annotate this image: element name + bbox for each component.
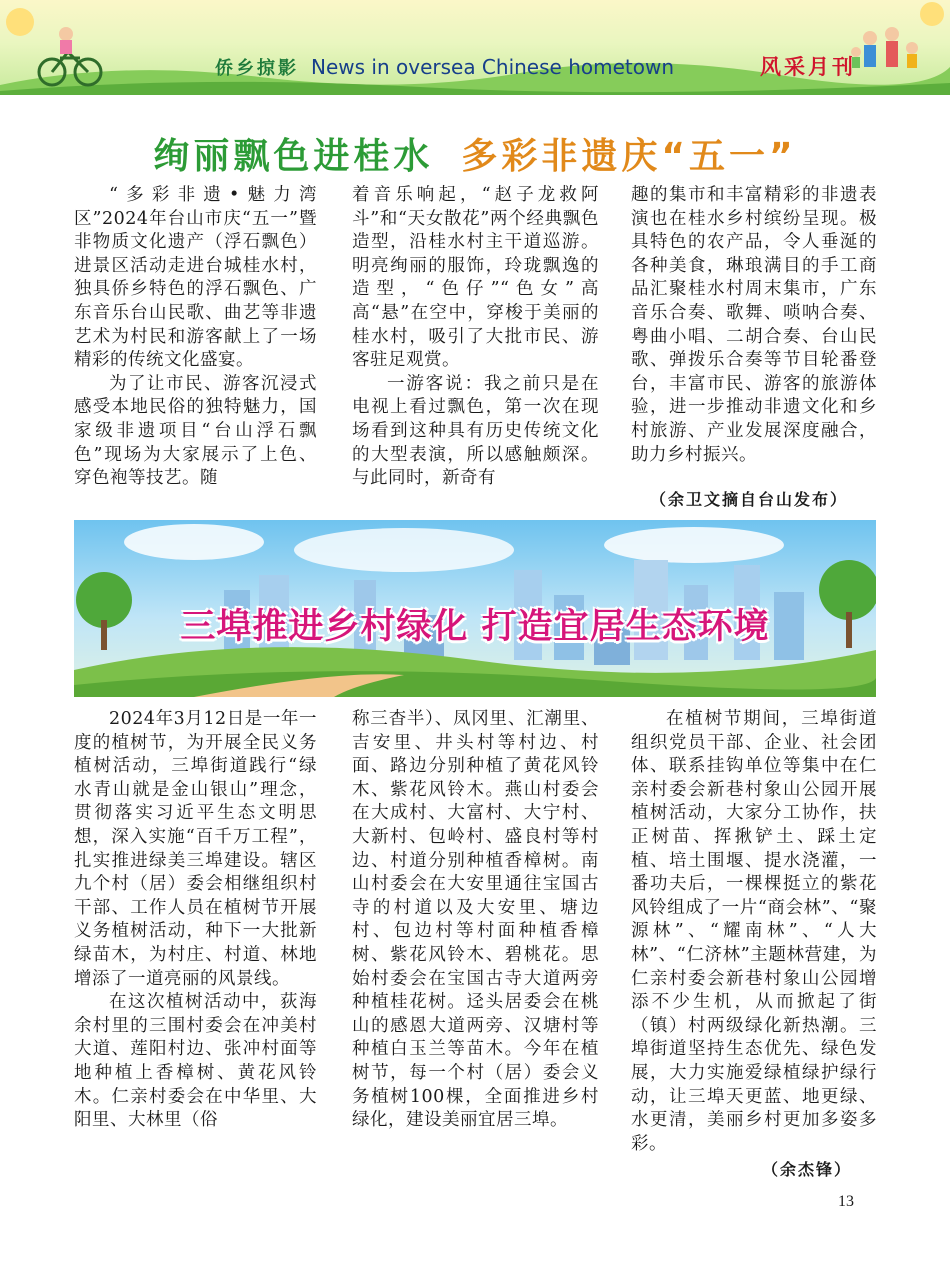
- article1-paragraph: 趣的集市和丰富精彩的非遗表演也在桂水乡村缤纷呈现。极具特色的农产品，令人垂涎的各种美食，琳琅满目的手工商品汇聚桂水村周末集市，广东音乐合奏、歌舞、唢呐合奏、粤曲小唱、二胡合奏、台山民歌、弹拨乐合奏等节目轮番登台，丰富市民、游客的旅游体验，进一步推动非遗文化和乡村旅游、产业发展深度融合，助力乡村振兴。: [631, 185, 877, 465]
- article2-paragraph: 称三杳半）、凤冈里、汇潮里、吉安里、井头村等村边、村面、路边分别种植了黄花风铃木、紫花风铃木。燕山村委会在大成村、大富村、大宁村、大新村、包岭村、盛良村等村边、村道分别种植香樟树。南山村委会在大安里通往宝国古寺的村道以及大安里、塘边村、包边村等村面种植香樟树、紫花风铃木、碧桃花。思始村委会在宝国古寺大道两旁种植桂花树。迳头居委会在桃山的感恩大道两旁、汉塘村等种植白玉兰等苗木。今年在植树节，每一个村（居）委会义务植树100棵，全面推进乡村绿化，建设美丽宜居三埠。: [352, 709, 599, 1131]
- article2-column-1: [74, 708, 317, 1133]
- article2-headline: 三埠推进乡村绿化 打造宜居生态环境: [180, 607, 770, 647]
- header-title: [215, 50, 735, 84]
- article1-column-3: [631, 184, 877, 467]
- page-header: [0, 0, 950, 95]
- section-title-cn: 侨乡掠影: [215, 58, 299, 79]
- article2-paragraph: 在植树节期间，三埠街道组织党员干部、企业、社会团体、联系挂钩单位等集中在仁亲村委会新巷村象山公园开展植树活动，大家分工协作，扶正树苗、挥揪铲土、踩土定植、培土围堰、提水浇灌，一番功夫后，一棵棵挺立的紫花风铃组成了一片“商会林”、“聚源林”、“耀南林”、“人大林”、“仁济林”主题林营建，为仁亲村委会新巷村象山公园增添不少生机，从而掀起了街（镇）村两级绿化新热潮。三埠街道坚持生态优先、绿色发展，大力实施爱绿植绿护绿行动，让三埠天更蓝、地更绿、水更清，美丽乡村更加多姿多彩。: [631, 709, 877, 1154]
- article1-paragraph: “多彩非遗•魅力湾区”2024年台山市庆“五一”暨非物质文化遗产（浮石飘色）进景区活动走进台城桂水村，独具侨乡特色的浮石飘色、广东音乐台山民歌、曲艺等非遗艺术为村民和游客献上了一场精彩的传统文化盛宴。: [74, 185, 317, 371]
- article1-column-2: [352, 184, 599, 491]
- family-illustration: [840, 0, 950, 95]
- article1-paragraph: 一游客说：我之前只是在电视上看过飘色，第一次在现场看到这种具有历史传统文化的大型表演，所以感触颇深。与此同时，新奇有: [352, 373, 599, 489]
- article2-paragraph: 在这次植树活动中，荻海余村里的三围村委会在冲美村大道、莲阳村边、张冲村面等地种植上香樟树、黄花风铃木。仁亲村委会在中华里、大阳里、大林里（俗: [74, 992, 317, 1131]
- page-number: 13: [838, 1193, 854, 1210]
- article2-byline: （余杰锋）: [762, 1160, 853, 1179]
- article1-headline-part2: 多彩非遗庆“五一”: [461, 136, 797, 177]
- article2-paragraph: 2024年3月12日是一年一度的植树节，为开展全民义务植树活动，三埠街道践行“绿水青山就是金山银山”理念，贯彻落实习近平生态文明思想，深入实施“百千万工程”，扎实推进绿美三埠建设。辖区九个村（居）委会相继组织村干部、工作人员在植树节开展义务植树活动，种下一大批新绿苗木，为村庄、村道、林地增添了一道亮丽的风景线。: [74, 709, 317, 989]
- article1-headline-part1: 绚丽飘色进桂水: [153, 136, 434, 177]
- article1-paragraph: 为了让市民、游客沉浸式感受本地民俗的独特魅力，国家级非遗项目“台山浮石飘色”现场为大家展示了上色、穿色袍等技艺。随: [74, 373, 317, 489]
- bicycle-girl-illustration: [0, 0, 110, 95]
- article2-column-3: [631, 708, 877, 1156]
- article1-column-1: [74, 184, 317, 491]
- section-title-en: News in oversea Chinese hometown: [311, 55, 674, 79]
- article1-headline: [0, 128, 950, 179]
- article2-column-2: [352, 708, 599, 1133]
- article1-paragraph: 着音乐响起，“赵子龙救阿斗”和“天女散花”两个经典飘色造型，沿桂水村主干道巡游。明亮绚丽的服饰，玲珑飘逸的造型，“色仔”“色女”高高“悬”在空中，穿梭于美丽的桂水村，吸引了大批市民、游客驻足观赏。: [352, 185, 599, 371]
- article1-byline: （余卫文摘自台山发布）: [650, 490, 849, 509]
- magazine-name: 风采月刊: [760, 55, 856, 79]
- article2-banner: [74, 520, 876, 697]
